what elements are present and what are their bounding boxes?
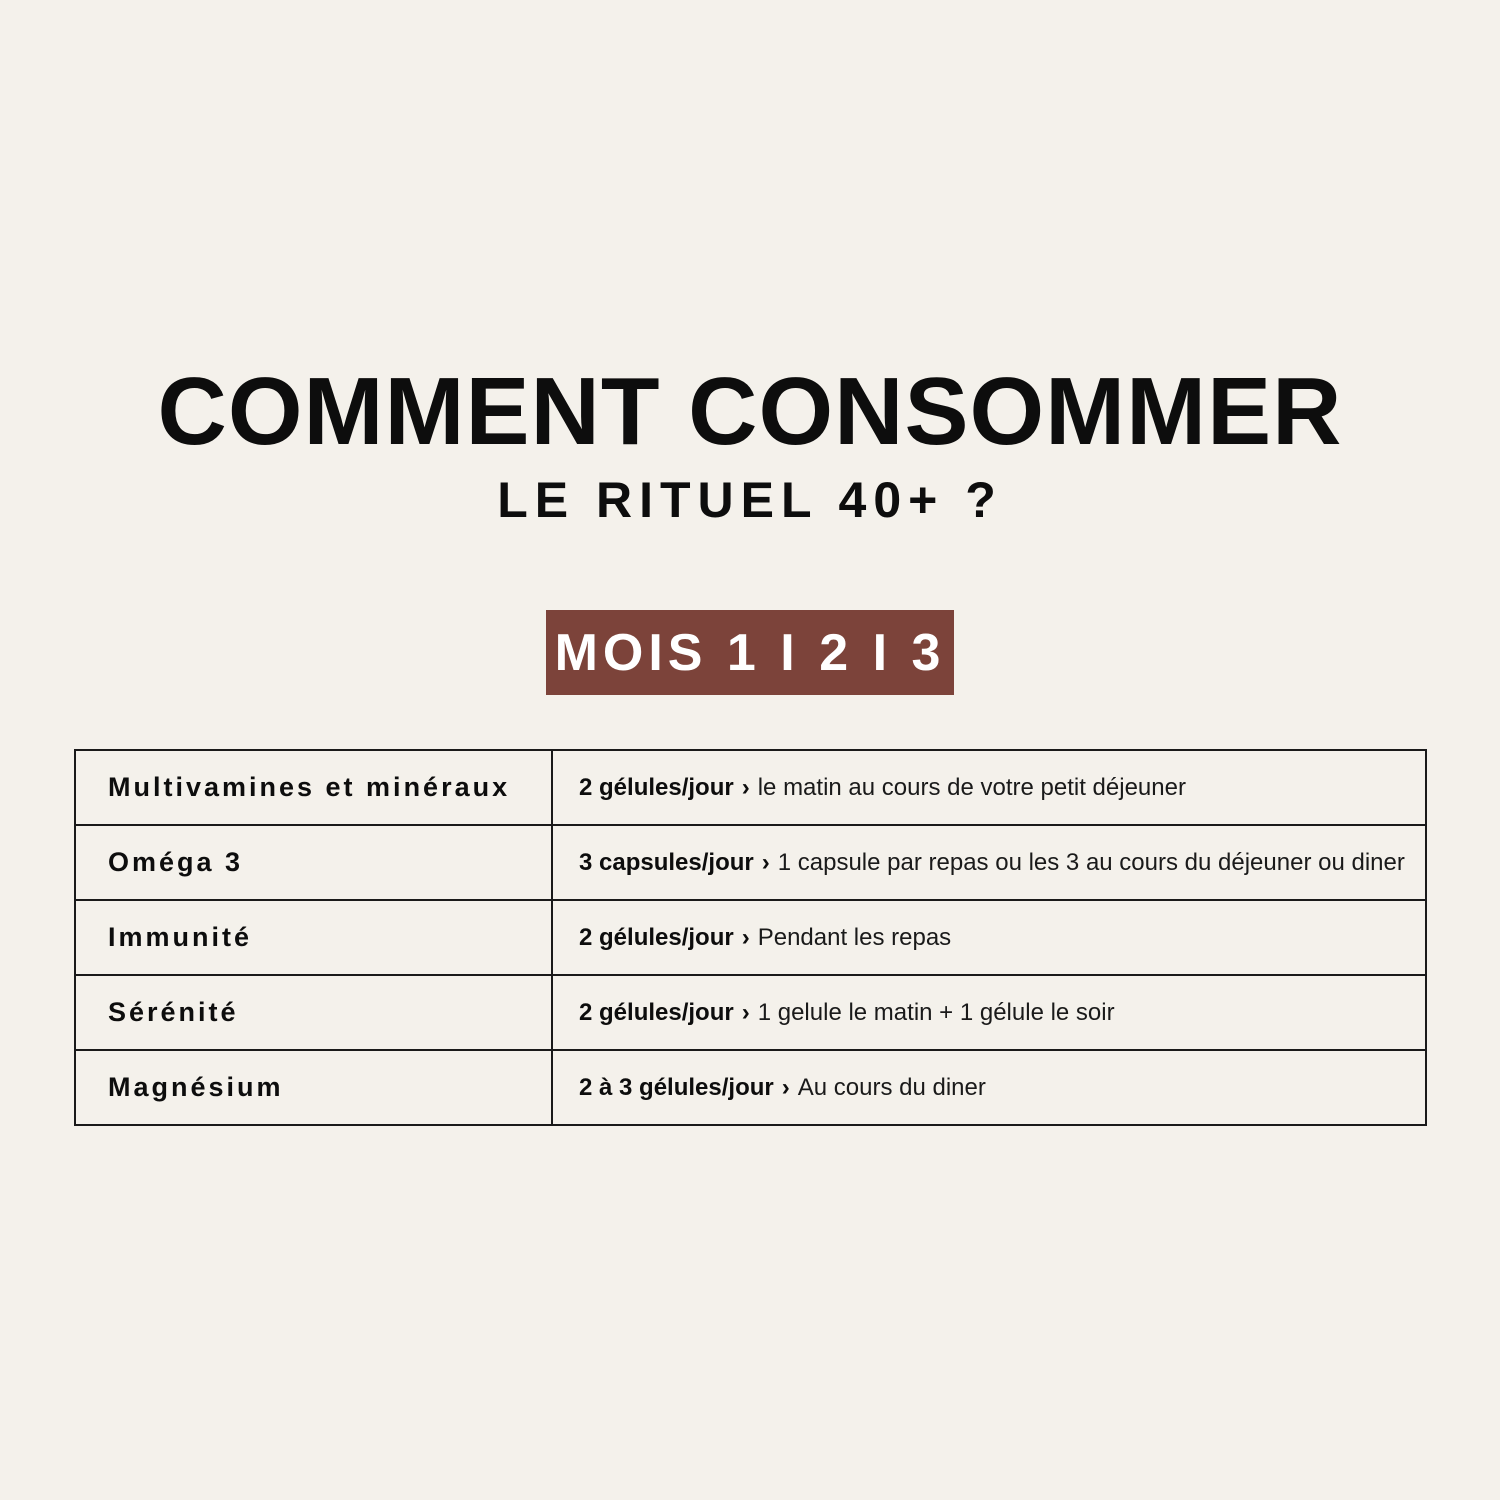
dose-label: 2 gélules/jour (579, 998, 734, 1026)
product-name: Oméga 3 (75, 825, 552, 900)
table-row (75, 975, 1426, 1050)
product-name: Sérénité (75, 975, 552, 1050)
product-name: Immunité (75, 900, 552, 975)
product-name: Magnésium (75, 1050, 552, 1125)
usage-cell (552, 750, 1426, 825)
usage-cell (552, 975, 1426, 1050)
chevron-right-icon: › (741, 923, 750, 951)
product-name: Multivamines et minéraux (75, 750, 552, 825)
dosage-table (74, 749, 1427, 1126)
table-row (75, 825, 1426, 900)
chevron-right-icon: › (761, 848, 770, 876)
dose-label: 2 à 3 gélules/jour (579, 1073, 774, 1101)
chevron-right-icon: › (781, 1073, 790, 1101)
usage-instructions: le matin au cours de votre petit déjeuner (757, 773, 1186, 801)
chevron-right-icon: › (741, 773, 750, 801)
dose-label: 2 gélules/jour (579, 773, 734, 801)
usage-instructions: Pendant les repas (757, 923, 952, 951)
table-row (75, 900, 1426, 975)
month-badge: MOIS 1 I 2 I 3 (546, 610, 954, 695)
page-subtitle: LE RITUEL 40+ ? (497, 472, 1003, 528)
table-row (75, 750, 1426, 825)
usage-cell (552, 900, 1426, 975)
usage-instructions: 1 gelule le matin + 1 gélule le soir (757, 998, 1115, 1026)
usage-cell (552, 1050, 1426, 1125)
usage-cell (552, 825, 1426, 900)
chevron-right-icon: › (741, 998, 750, 1026)
dose-label: 2 gélules/jour (579, 923, 734, 951)
page-title: COMMENT CONSOMMER (157, 358, 1343, 465)
usage-instructions: 1 capsule par repas ou les 3 au cours du déjeuner ou diner (777, 848, 1405, 876)
usage-instructions: Au cours du diner (797, 1073, 986, 1101)
dose-label: 3 capsules/jour (579, 848, 754, 876)
table-row (75, 1050, 1426, 1125)
